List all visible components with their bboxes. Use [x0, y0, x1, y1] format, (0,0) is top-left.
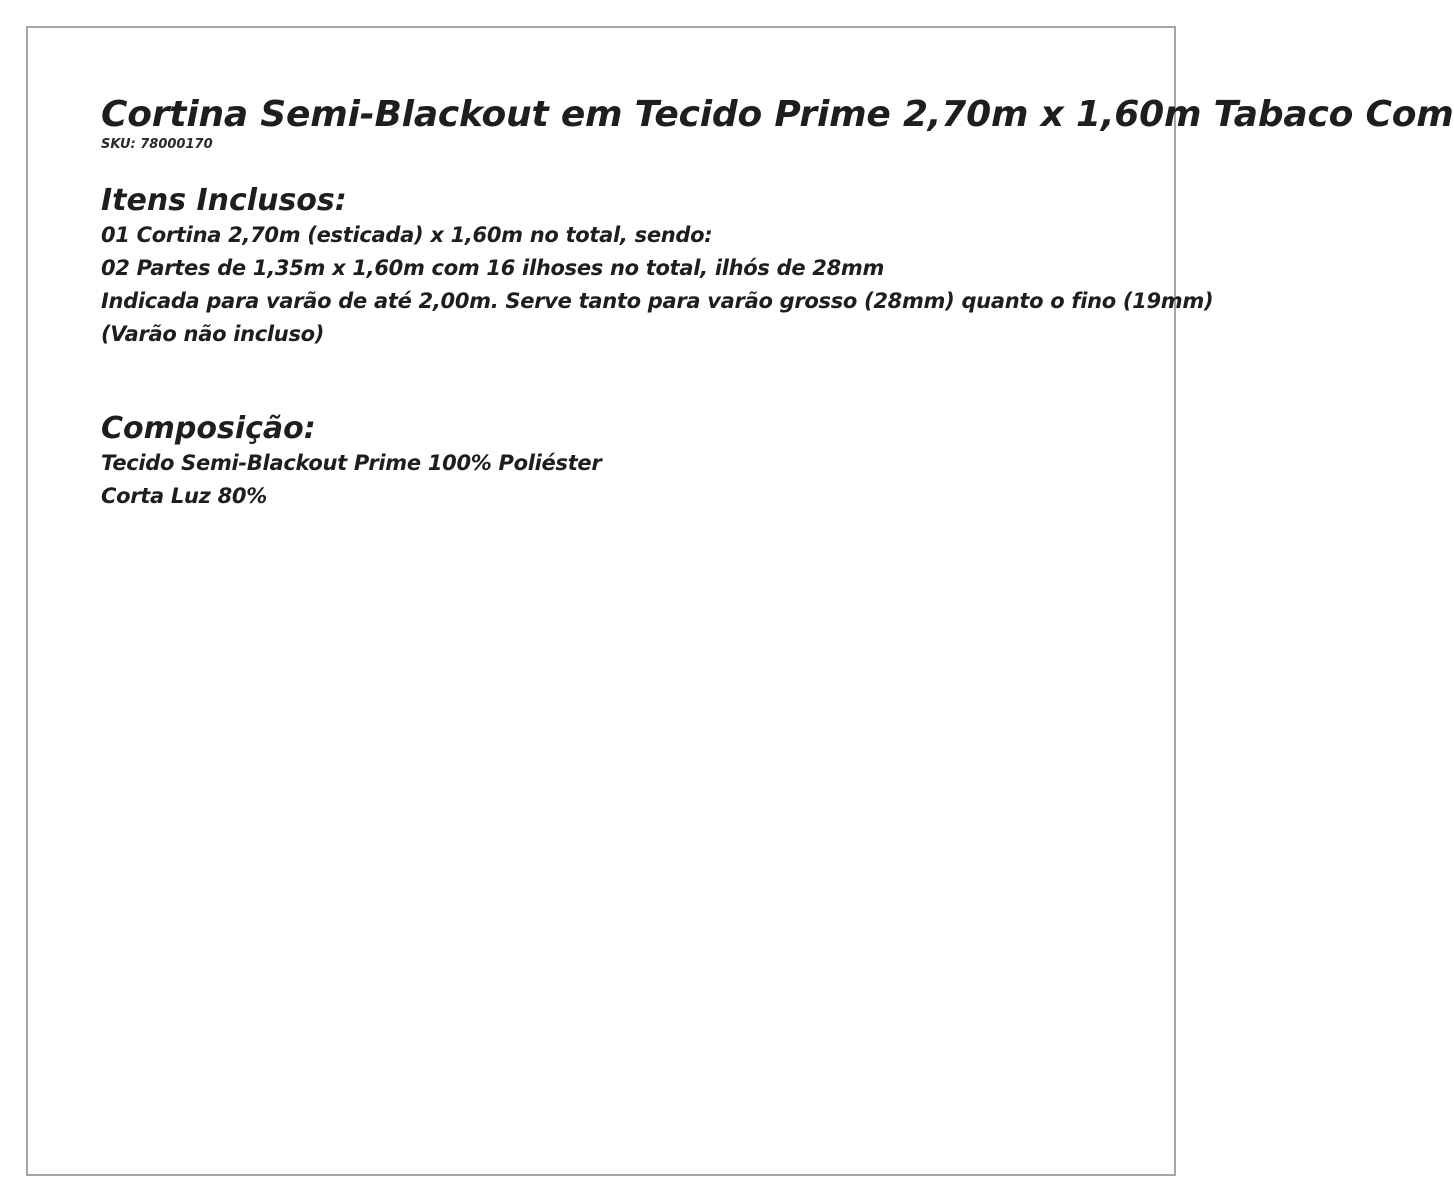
document-content	[101, 93, 1454, 513]
included-item-line: (Varão não incluso)	[101, 322, 325, 346]
document-frame	[26, 26, 1454, 1176]
composition-heading: Composição:	[101, 411, 316, 446]
product-title: Cortina Semi-Blackout em Tecido Prime 2,70m x 1,60m Tabaco Com	[101, 94, 1454, 135]
included-items-heading: Itens Inclusos:	[101, 183, 347, 218]
composition-line: Tecido Semi-Blackout Prime 100% Poliéster	[101, 451, 602, 475]
included-item-line: 02 Partes de 1,35m x 1,60m com 16 ilhoses no total, ilhós de 28mm	[101, 256, 885, 280]
included-item-line: Indicada para varão de até 2,00m. Serve tanto para varão grosso (28mm) quanto o fino (19mm)	[101, 289, 1214, 313]
included-item-line: 01 Cortina 2,70m (esticada) x 1,60m no total, sendo:	[101, 223, 713, 247]
composition-line: Corta Luz 80%	[101, 484, 267, 508]
product-sku: SKU: 78000170	[101, 137, 213, 152]
spacer	[101, 351, 1174, 411]
spacer	[101, 153, 1174, 183]
